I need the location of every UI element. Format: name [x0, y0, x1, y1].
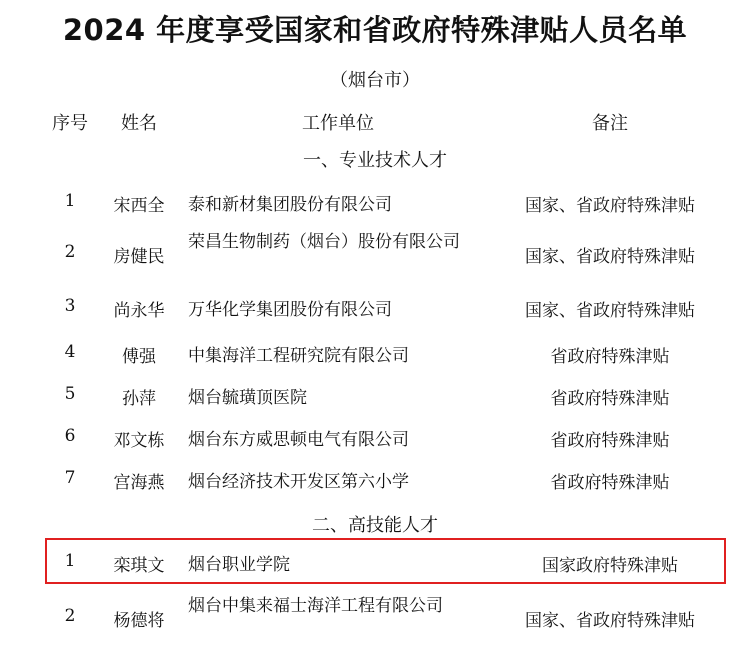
row-unit: 万华化学集团股份有限公司: [188, 300, 392, 320]
row-no: 1: [64, 551, 76, 571]
row-name: 宫海燕: [113, 473, 165, 493]
row-no: 5: [64, 384, 76, 404]
row-unit: 烟台职业学院: [188, 555, 290, 575]
row-note: 国家、省政府特殊津贴: [525, 196, 695, 216]
row-name: 尚永华: [113, 301, 165, 321]
row-no: 4: [64, 342, 76, 362]
row-note: 省政府特殊津贴: [550, 389, 670, 409]
row-unit: 中集海洋工程研究院有限公司: [188, 346, 409, 366]
row-unit: 烟台中集来福士海洋工程有限公司: [188, 596, 443, 616]
row-unit: 荣昌生物制药（烟台）股份有限公司: [188, 232, 460, 252]
header-unit: 工作单位: [302, 113, 374, 134]
page-subtitle: （烟台市）: [330, 70, 420, 91]
row-name: 房健民: [113, 247, 165, 267]
row-note: 国家政府特殊津贴: [542, 556, 678, 576]
row-name: 邓文栋: [113, 431, 165, 451]
header-no: 序号: [52, 113, 88, 134]
row-no: 6: [64, 426, 76, 446]
row-unit: 烟台经济技术开发区第六小学: [188, 472, 409, 492]
row-note: 省政府特殊津贴: [550, 347, 670, 367]
row-note: 省政府特殊津贴: [550, 473, 670, 493]
section-heading: 二、高技能人才: [312, 515, 438, 536]
row-no: 7: [64, 468, 76, 488]
row-name: 孙萍: [122, 389, 156, 409]
row-unit: 烟台毓璜顶医院: [188, 388, 307, 408]
row-name: 栾琪文: [113, 556, 165, 576]
row-unit: 烟台东方威思顿电气有限公司: [188, 430, 409, 450]
row-no: 2: [64, 606, 76, 626]
row-name: 傅强: [122, 347, 156, 367]
row-no: 3: [64, 296, 76, 316]
row-note: 国家、省政府特殊津贴: [525, 301, 695, 321]
row-no: 1: [64, 191, 76, 211]
row-name: 宋西全: [113, 196, 165, 216]
row-unit: 泰和新材集团股份有限公司: [188, 195, 392, 215]
page-title: 2024 年度享受国家和省政府特殊津贴人员名单: [62, 13, 688, 47]
row-note: 省政府特殊津贴: [550, 431, 670, 451]
row-note: 国家、省政府特殊津贴: [525, 247, 695, 267]
header-name: 姓名: [121, 113, 157, 134]
row-no: 2: [64, 242, 76, 262]
row-note: 国家、省政府特殊津贴: [525, 611, 695, 631]
header-note: 备注: [592, 113, 628, 134]
row-name: 杨德将: [113, 611, 165, 631]
section-heading: 一、专业技术人才: [303, 150, 447, 171]
